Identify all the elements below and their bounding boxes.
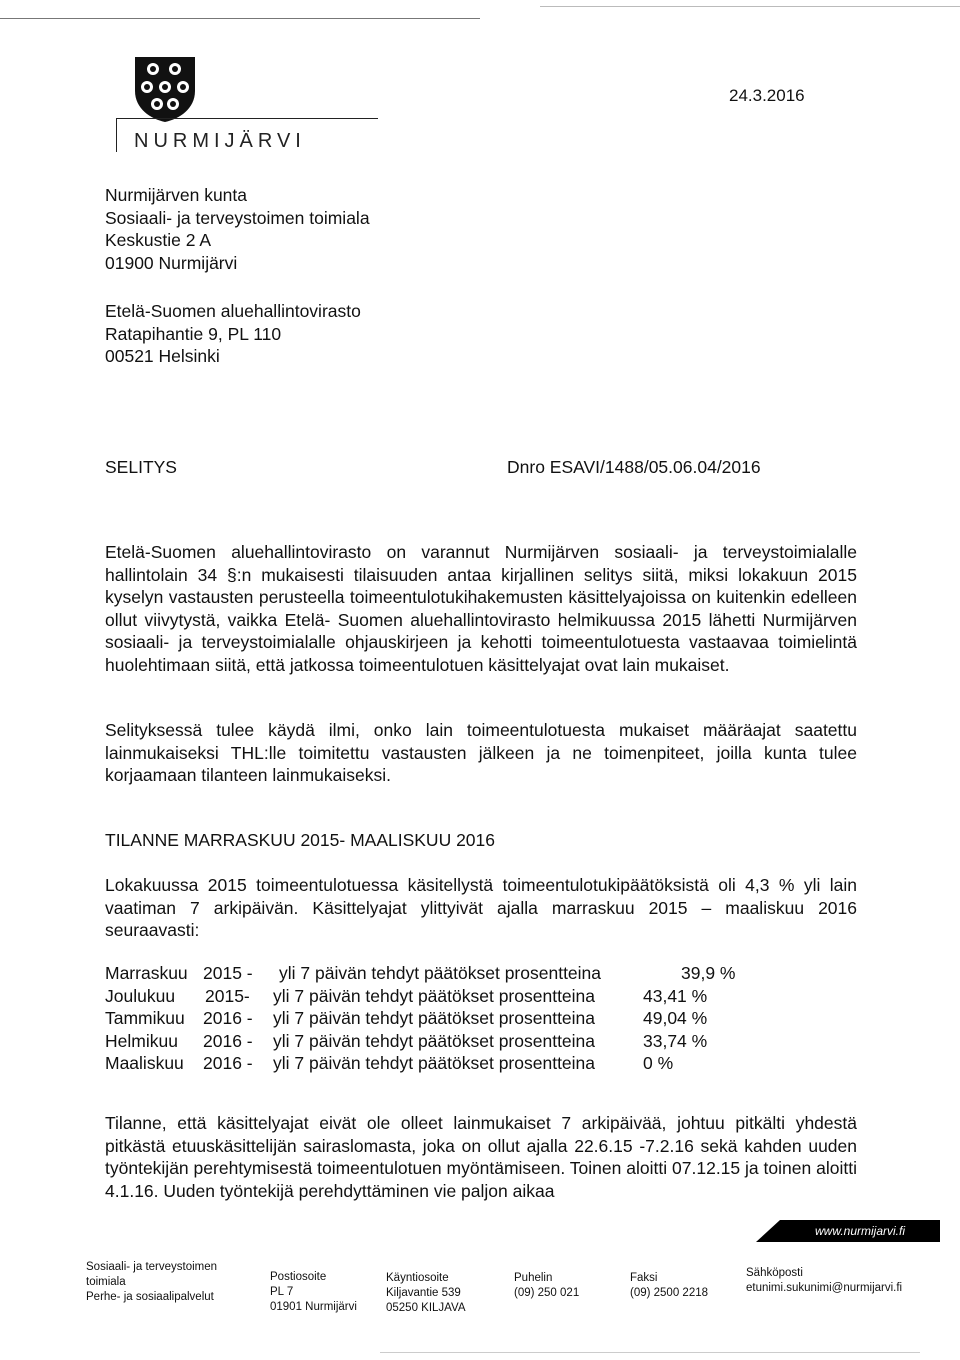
coat-of-arms-icon (133, 55, 197, 123)
stat-value: 49,04 % (643, 1008, 708, 1028)
body-paragraph-4: Tilanne, että käsittelyajat eivät ole olleet lainmukaiset 7 arkipäivää, johtuu pitkälti yhdestä pitkästä etuuskäsittelijän sairaslomasta, joka on ollut ajalla 22.6.15 -7.2.16 sekä kahden uuden työntekijän perehtymisestä toimeentulotuen myöntämiseen. Toinen aloitti 07.12.15 ja toinen aloitti 4.1.16. Uuden työntekijä perehdyttäminen vie paljon aikaa (105, 1113, 857, 1201)
scan-edge-line (0, 18, 480, 19)
footer-postal-line: Postiosoite (270, 1271, 327, 1283)
sender-line: Sosiaali- ja terveystoimen toimiala (105, 207, 370, 228)
wordmark-rule (116, 118, 117, 152)
stat-year: 2015 - (203, 963, 253, 983)
stat-description: yli 7 päivän tehdyt päätökset prosentteina (273, 985, 596, 1006)
stat-year: 2016 - (203, 1053, 253, 1073)
document-type: SELITYS (105, 457, 177, 477)
stat-description: yli 7 päivän tehdyt päätökset prosentteina (279, 963, 602, 983)
document-reference: Dnro ESAVI/1488/05.06.04/2016 (507, 457, 761, 477)
footer-postal-line: 01901 Nurmijärvi (270, 1301, 357, 1313)
stat-month: Marraskuu (105, 963, 188, 983)
stat-month: Helmikuu (105, 1030, 178, 1051)
recipient-line: Ratapihantie 9, PL 110 (105, 323, 282, 344)
recipient-line: Etelä-Suomen aluehallintovirasto (105, 301, 361, 321)
footer-postal-line: PL 7 (270, 1286, 294, 1298)
recipient-address (105, 300, 361, 368)
sender-line: 01900 Nurmijärvi (105, 252, 238, 273)
footer-fax (630, 1271, 708, 1301)
recipient-line: 00521 Helsinki (105, 346, 220, 366)
footer-tab-wedge (756, 1220, 780, 1242)
stat-value: 39,9 % (681, 963, 736, 983)
stat-value: 43,41 % (643, 985, 708, 1006)
sender-address (105, 184, 370, 274)
footer-unit (86, 1260, 217, 1305)
body-paragraph-2: Selityksessä tulee käydä ilmi, onko lain toimeentulotuesta mukaiset määräajat saatettu lainmukaiseksi THL:lle toimitettu vastausten jälkeen ja ne toimenpiteet, joilla kunta tulee korjaamaan tilanteen lainmukaiseksi. (105, 720, 857, 785)
footer-visiting-line: Kiljavantie 539 (386, 1287, 461, 1299)
stat-description: yli 7 päivän tehdyt päätökset prosentteina (273, 1008, 596, 1028)
section-heading: TILANNE MARRASKUU 2015- MAALISKUU 2016 (105, 830, 495, 850)
letter-date: 24.3.2016 (729, 86, 805, 105)
footer-email (746, 1266, 902, 1296)
footer-unit-line: Sosiaali- ja terveystoimen (86, 1261, 218, 1273)
footer-visiting (386, 1271, 466, 1316)
footer-fax-line: (09) 2500 2218 (630, 1287, 709, 1299)
stat-description: yli 7 päivän tehdyt päätökset prosentteina (273, 1053, 596, 1073)
stat-year: 2015- (205, 985, 250, 1006)
footer-visiting-line: Käyntiosoite (386, 1272, 449, 1284)
footer-postal (270, 1270, 357, 1315)
website-link[interactable]: www.nurmijarvi.fi (780, 1220, 940, 1242)
sender-line: Keskustie 2 A (105, 230, 212, 250)
stat-value: 33,74 % (643, 1030, 708, 1051)
stat-month: Tammikuu (105, 1008, 185, 1028)
stat-year: 2016 - (203, 1008, 253, 1028)
footer-fax-line: Faksi (630, 1272, 658, 1284)
scan-edge-line (380, 1352, 920, 1353)
footer-email-line: Sähköposti (746, 1267, 803, 1279)
stat-month: Maaliskuu (105, 1053, 184, 1073)
stat-description: yli 7 päivän tehdyt päätökset prosentteina (273, 1030, 596, 1051)
municipality-wordmark: NURMIJÄRVI (134, 130, 306, 152)
stat-month: Joulukuu (105, 985, 176, 1006)
footer-phone-line: Puhelin (514, 1272, 553, 1284)
scan-edge-line (540, 6, 960, 7)
footer-unit-line: toimiala (86, 1276, 126, 1288)
sender-line: Nurmijärven kunta (105, 185, 247, 205)
body-paragraph-3: Lokakuussa 2015 toimeentulotuessa käsitellystä toimeentulotukipäätöksistä oli 4,3 % yli lain vaatiman 7 arkipäivän. Käsittelyajat ylittyivät ajalla marraskuu 2015 – maaliskuu 2016 seuraavasti: (105, 875, 857, 940)
footer-email-line[interactable]: etunimi.sukunimi@nurmijarvi.fi (746, 1282, 903, 1294)
footer-phone (514, 1271, 579, 1301)
stat-year: 2016 - (203, 1030, 253, 1051)
body-paragraph-1: Etelä-Suomen aluehallintovirasto on varannut Nurmijärven sosiaali- ja terveystoimialalle hallintolain 34 §:n mukaisesti tilaisuuden antaa kirjallinen selitys siitä, miksi lokakuun 2015 kyselyn vastausten perusteella toimeentulotukihakemusten käsittelyajoissa on kuitenkin edelleen ollut viivytystä, vaikka Etelä- Suomen aluehallintovirasto helmikuussa 2015 lähetti Nurmijärven sosiaali- ja terveystoimialalle ohjauskirjeen ja kehotti toimeentulotuesta vastaavaa toimielintä huolehtimaan siitä, että jatkossa toimeentulotuen käsittelyajat ovat lain mukaiset. (105, 542, 857, 675)
footer-phone-line: (09) 250 021 (514, 1287, 580, 1299)
footer-unit-line: Perhe- ja sosiaalipalvelut (86, 1291, 214, 1303)
footer-visiting-line: 05250 KILJAVA (386, 1302, 466, 1314)
wordmark-rule (116, 118, 378, 119)
stat-value: 0 % (643, 1053, 674, 1073)
